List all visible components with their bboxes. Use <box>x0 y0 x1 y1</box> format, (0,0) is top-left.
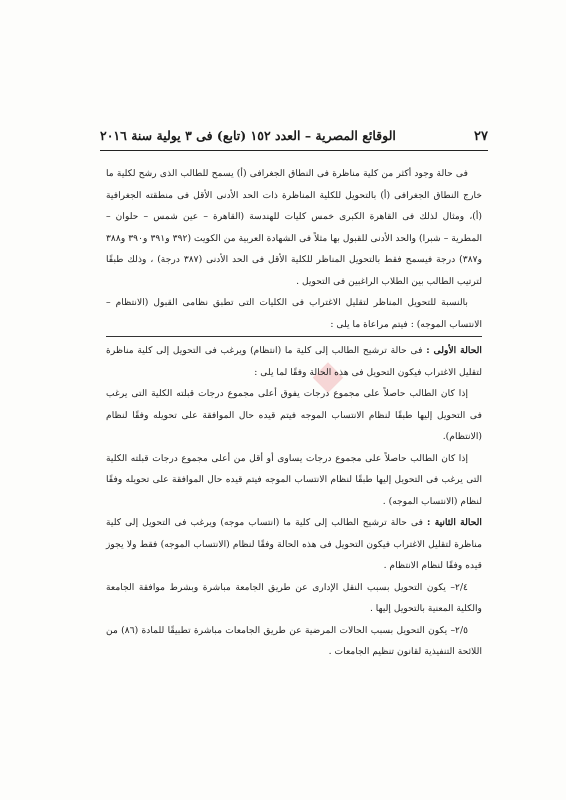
header-rule <box>100 150 488 151</box>
case-one <box>106 340 482 383</box>
clause-5-2: ٢/٥– يكون التحويل بسبب الحالات المرضية عن طريق الجامعات مباشرة تطبيقًا للمادة (٨٦) من اللائحة التنفيذية لقانون تنظيم الجامعات . <box>106 624 482 657</box>
page-number: ٢٧ <box>474 129 488 144</box>
case-one-condition-b: إذا كان الطالب حاصلاً على مجموع درجات يساوى أو أقل من أعلى مجموع درجات قبلته الكلية التى يرغب فى التحويل إليها طبقًا لنظام الانتساب الموجه فيتم قيده حال الموافقة على تحويله وفقًا لنظام (الانتساب الموجه) . <box>106 452 482 507</box>
case-one-condition-a: إذا كان الطالب حاصلاً على مجموع درجات يفوق أعلى مجموع درجات قبلته الكلية التى يرغب فى التحويل إليها طبقًا لنظام الانتساب الموجه فيتم قيده حال الموافقة على تحويله وفقًا لنظام (الانتظام). <box>106 388 482 442</box>
running-title: الوقائع المصرية – العدد ١٥٢ (تابع) فى ٣ يولية سنة ٢٠١٦ <box>100 128 396 143</box>
page-body <box>106 163 482 663</box>
case-one-label: الحالة الأولى : <box>426 345 482 356</box>
clause-4-2: ٢/٤– يكون التحويل بسبب النقل الإدارى عن طريق الجامعة مباشرة وبشرط موافقة الجامعة والكلية المعنية بالتحويل إليها . <box>106 581 482 614</box>
publisher-watermark: ◆ <box>312 351 348 398</box>
case-two-text: فى حالة ترشيح الطالب إلى كلية ما (انتساب موجه) ويرغب فى التحويل إلى كلية مناظرة لتقليل الاغتراب فيكون التحويل فى هذه الحالة وفقًا لنظام (الانتساب الموجه) فقط ولا يجوز قيده وفقًا لنظام الانتظام . <box>106 517 482 571</box>
page-header <box>100 128 488 144</box>
paragraph-transfer-geographic: فى حالة وجود أكثر من كلية مناظرة فى النطاق الجغرافى (أ) يسمح للطالب الذى رشح لكلية ما خارج النطاق الجغرافى (أ) بالتحويل للكلية المناظرة ذات الحد الأدنى الأقل فى منطقته الجغرافية (أ)، ومثال لذلك فى القاهرة الكبرى خمس كليات للهندسة (القاهرة – عين شمس – حلوان – المطرية – شبرا) والحد الأدنى للقبول بها مثلاً فى الشهادة العربية من الكويت (٣٩٢ و٣٩١ و٣٩٠ و٣٨٨ و٣٨٧) درجة فيسمح فقط بالتحويل المناظر للكلية الأقل فى الحد الأدنى (٣٨٧ درجة) ، وذلك طبقًا لترتيب الطالب بين الطلاب الراغبين فى التحويل . <box>106 168 483 287</box>
section-heading: بالنسبة للتحويل المناظر لتقليل الاغتراب فى الكليات التى تطبق نظامى القبول (الانتظام – الانتساب الموجه) : فيتم مراعاة ما يلى : <box>106 297 482 330</box>
case-two-label: الحالة الثانية : <box>427 517 482 528</box>
case-one-text: فى حالة ترشيح الطالب إلى كلية ما (انتظام) ويرغب فى التحويل إلى كلية مناظرة لتقليل الاغتراب فيكون التحويل فى هذه الحالة وفقًا لما يلى : <box>106 345 482 378</box>
case-two <box>106 512 482 577</box>
section-heading-rule <box>106 336 482 337</box>
